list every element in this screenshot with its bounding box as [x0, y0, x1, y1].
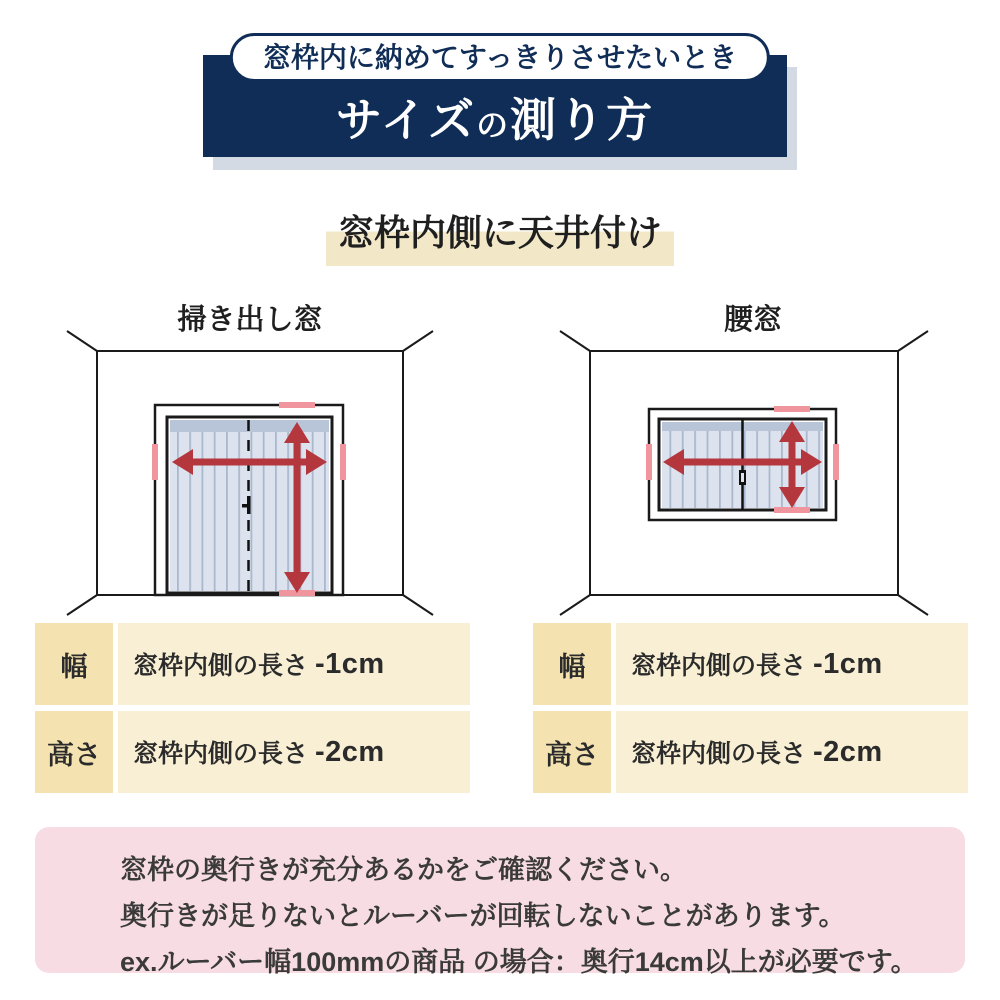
row-value: 窓枠内側の長さ -1cm — [118, 623, 470, 705]
size-table-waist-window — [533, 623, 968, 799]
row-label-height: 高さ — [533, 711, 611, 793]
diagram-title: 腰窓 — [723, 304, 782, 336]
size-table-floor-window — [35, 623, 470, 799]
depth-caution-note — [35, 827, 965, 977]
section-heading-wrap — [0, 203, 1000, 266]
note-line-3: ex.ルーバー幅100mmの商品 の場合：奥行14cm以上が必要です。 — [120, 947, 918, 977]
row-value: 窓枠内側の長さ -2cm — [616, 711, 968, 793]
row-label-height: 高さ — [35, 711, 113, 793]
header-pill-caption: 窓枠内に納めてすっきりさせたいとき — [230, 33, 770, 82]
row-value: 窓枠内側の長さ -1cm — [616, 623, 968, 705]
note-line-2: 奥行きが足りないとルーバーが回転しないことがあります。 — [120, 901, 846, 931]
page-title: サイズの測り方 — [335, 94, 655, 146]
waist-window-illustration — [533, 325, 973, 637]
row-value: 窓枠内側の長さ -2cm — [118, 711, 470, 793]
row-label-width: 幅 — [35, 623, 113, 705]
table-row — [35, 623, 470, 705]
diagram-waist-window — [533, 283, 973, 638]
floor-window-illustration — [30, 325, 470, 637]
row-label-width: 幅 — [533, 623, 611, 705]
diagram-title: 掃き出し窓 — [177, 304, 323, 336]
diagram-floor-window — [30, 283, 470, 638]
table-row — [533, 711, 968, 793]
table-row — [533, 623, 968, 705]
table-row — [35, 711, 470, 793]
note-line-1: 窓枠の奥行きが充分あるかをご確認ください。 — [120, 855, 687, 885]
section-heading: 窓枠内側に天井付け — [326, 203, 674, 266]
